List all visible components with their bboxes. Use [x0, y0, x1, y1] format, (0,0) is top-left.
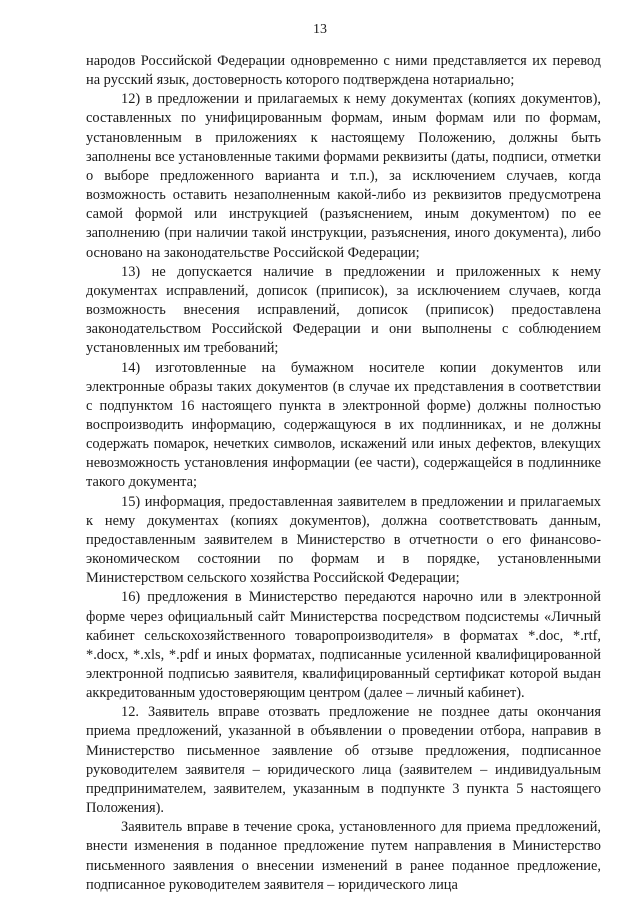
paragraph-item-16: 16) предложения в Министерство передаются нарочно или в электронной форме через официальный сайт Министерства посредством подсистемы «Личный кабинет сельскохозяйственного товаропроизводителя» в форматах *.doc, *.rtf, *.docx, *.xls, *.pdf и иных форматах, подписанные усиленной квалифицированной электронной подписью заявителя, квалифицированный сертификат которой выдан аккредитованным удостоверяющим центром (далее – личный кабинет). — [86, 589, 601, 702]
paragraph-clause-12: 12. Заявитель вправе отозвать предложение не позднее даты окончания приема предложений, указанной в объявлении о проведении отбора, направив в Министерство письменное заявление об отзыве предложения, подписанное руководителем заявителя – юридического лица (заявителем – индивидуальным предпринимателем, заявителем, указанным в подпункте 3 пункта 5 настоящего Положения). — [86, 704, 601, 817]
paragraph-continuation: народов Российской Федерации одновременно с ними представляется их перевод на русский язык, достоверность которого подтверждена нотариально; — [86, 53, 601, 89]
paragraph-amendment: Заявитель вправе в течение срока, установленного для приема предложений, внести изменения в поданное предложение путем направления в Министерство письменного заявления о внесении изменений в ранее поданное предложение, подписанное руководителем заявителя – юридического лица — [86, 819, 601, 893]
paragraph-item-12: 12) в предложении и прилагаемых к нему документах (копиях документов), составленных по унифицированным формам, иным формам или по формам, установленным в приложениях к настоящему Положению, должны быть заполнены все установленные такими формами реквизиты (даты, подписи, отметки о выборе предложенного варианта и т.п.), за исключением случаев, когда возможность оставить незаполненным какой-либо из реквизитов предусмотрена самой формой или инструкцией (разъяснением, иным документом) по ее заполнению (при наличии такой инструкции, разъяснения, иного документа), либо основано на законодательстве Российской Федерации; — [86, 91, 601, 261]
paragraph-item-13: 13) не допускается наличие в предложении и приложенных к нему документах исправлений, дописок (приписок), за исключением случаев, когда возможность внесения исправлений, дописок (приписок) предоставлена законодательством Российской Федерации и они выполнены с соблюдением установленных им требований; — [86, 263, 601, 357]
document-body — [86, 52, 601, 895]
page-number: 13 — [313, 22, 327, 37]
paragraph-item-14: 14) изготовленные на бумажном носителе копии документов или электронные образы таких документов (в случае их представления в соответствии с подпунктом 16 настоящего пункта в электронной форме) должны полностью воспроизводить информацию, содержащуюся в их подлинниках, и не должны содержать помарок, нечетких символов, искажений или иных дефектов, влекущих невозможность установления информации (ее части), содержащейся в подлиннике такого документа; — [86, 359, 601, 491]
paragraph-item-15: 15) информация, предоставленная заявителем в предложении и прилагаемых к нему документах (копиях документов), должна соответствовать данным, предоставленным заявителем в Министерство в отчетности о его финансово-экономическом состоянии по формам и в порядке, установленными Министерством сельского хозяйства Российской Федерации; — [86, 493, 601, 587]
